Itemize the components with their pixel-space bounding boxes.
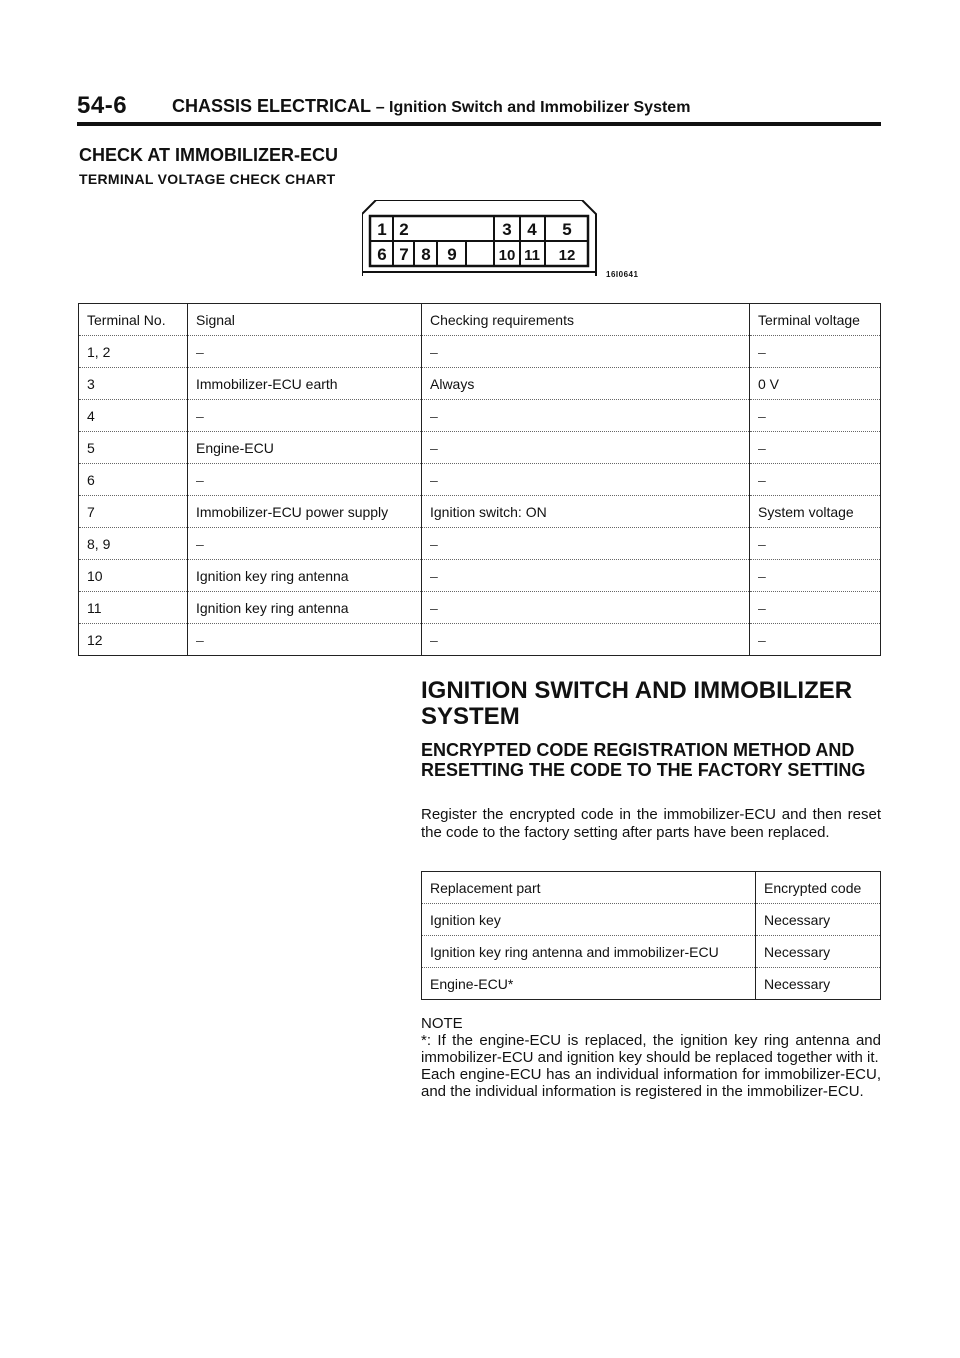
- column-header: Checking requirements: [422, 304, 750, 336]
- pin-label: 3: [502, 220, 512, 239]
- pin-label: 9: [447, 245, 457, 264]
- table-cell: –: [750, 592, 881, 624]
- table-cell: 12: [79, 624, 188, 656]
- table-cell: Engine-ECU: [188, 432, 422, 464]
- table-cell: Ignition key: [422, 904, 756, 936]
- table-header-row: [79, 304, 881, 336]
- pin-label: 11: [524, 247, 540, 264]
- table-cell: –: [188, 400, 422, 432]
- table-cell: –: [422, 528, 750, 560]
- table-row: [422, 968, 881, 1000]
- note-line: *: If the engine-ECU is replaced, the ignition key ring antenna and immobilizer-ECU and ignition key should be replaced together with it.: [421, 1032, 881, 1066]
- table-row: [79, 496, 881, 528]
- column-header: Terminal No.: [79, 304, 188, 336]
- table-cell: Engine-ECU*: [422, 968, 756, 1000]
- table-cell: –: [750, 336, 881, 368]
- table-row: [79, 528, 881, 560]
- pin-label: 1: [377, 220, 387, 239]
- pin-label: 12: [558, 247, 576, 264]
- table-cell: 8, 9: [79, 528, 188, 560]
- note-block: [421, 1015, 881, 1100]
- table-cell: –: [750, 624, 881, 656]
- table-cell: –: [422, 624, 750, 656]
- table-cell: Ignition switch: ON: [422, 496, 750, 528]
- table-cell: Ignition key ring antenna and immobilizer-ECU: [422, 936, 756, 968]
- column-header: Encrypted code: [756, 872, 881, 904]
- note-line: Each engine-ECU has an individual information for immobilizer-ECU, and the individual information is registered in the immobilizer-ECU.: [421, 1066, 881, 1100]
- table-cell: Always: [422, 368, 750, 400]
- table-cell: –: [188, 624, 422, 656]
- chart-heading: TERMINAL VOLTAGE CHECK CHART: [79, 171, 336, 187]
- pin-label: 5: [562, 220, 572, 239]
- table-row: [79, 432, 881, 464]
- table-cell: Necessary: [756, 936, 881, 968]
- table-cell: –: [750, 432, 881, 464]
- figure-id: 16I0641: [606, 270, 639, 279]
- table-cell: 4: [79, 400, 188, 432]
- pin-label: 7: [399, 245, 409, 264]
- section-name: CHASSIS ELECTRICAL: [172, 96, 371, 116]
- table-cell: Ignition key ring antenna: [188, 560, 422, 592]
- table-cell: 3: [79, 368, 188, 400]
- table-cell: 6: [79, 464, 188, 496]
- table-row: [79, 464, 881, 496]
- table-row: [422, 936, 881, 968]
- table-cell: –: [188, 528, 422, 560]
- subsection-name: – Ignition Switch and Immobilizer System: [375, 99, 691, 116]
- table-cell: 0 V: [750, 368, 881, 400]
- table-row: [79, 560, 881, 592]
- table-cell: 10: [79, 560, 188, 592]
- table-row: [79, 336, 881, 368]
- table-cell: Immobilizer-ECU earth: [188, 368, 422, 400]
- table-cell: Necessary: [756, 968, 881, 1000]
- table-cell: –: [422, 432, 750, 464]
- table-row: [79, 400, 881, 432]
- table-cell: –: [188, 464, 422, 496]
- pin-label: 6: [377, 245, 387, 264]
- replacement-table: [421, 871, 881, 1000]
- table-cell: Ignition key ring antenna: [188, 592, 422, 624]
- page-header: [77, 92, 881, 128]
- table-cell: –: [750, 560, 881, 592]
- table-cell: 5: [79, 432, 188, 464]
- table-cell: 11: [79, 592, 188, 624]
- table-cell: Immobilizer-ECU power supply: [188, 496, 422, 528]
- header-rule: [77, 122, 881, 126]
- table-cell: –: [750, 464, 881, 496]
- table-row: [422, 904, 881, 936]
- table-cell: Necessary: [756, 904, 881, 936]
- pin-label: 8: [421, 245, 431, 264]
- connector-diagram: [362, 200, 602, 276]
- pin-label: 4: [527, 220, 537, 239]
- table-header-row: [422, 872, 881, 904]
- table-cell: –: [750, 400, 881, 432]
- table-row: [79, 624, 881, 656]
- table-cell: –: [750, 528, 881, 560]
- column-header: Signal: [188, 304, 422, 336]
- section-title: [172, 96, 690, 117]
- table-cell: System voltage: [750, 496, 881, 528]
- table-row: [79, 592, 881, 624]
- table-cell: –: [422, 336, 750, 368]
- table-cell: –: [188, 336, 422, 368]
- table-cell: –: [422, 592, 750, 624]
- table-cell: –: [422, 560, 750, 592]
- pin-label: 10: [498, 247, 516, 264]
- check-heading: CHECK AT IMMOBILIZER-ECU: [79, 145, 338, 165]
- note-label: NOTE: [421, 1015, 463, 1032]
- method-title: ENCRYPTED CODE REGISTRATION METHOD AND RESETTING THE CODE TO THE FACTORY SETTING: [421, 740, 866, 780]
- column-header: Terminal voltage: [750, 304, 881, 336]
- table-cell: –: [422, 400, 750, 432]
- table-cell: 7: [79, 496, 188, 528]
- system-title: IGNITION SWITCH AND IMMOBILIZER SYSTEM: [421, 677, 853, 730]
- pin-label: 2: [399, 220, 409, 239]
- terminal-voltage-table: [78, 303, 881, 656]
- method-text: Register the encrypted code in the immobilizer-ECU and then reset the code to the factory setting after parts have been replaced.: [421, 806, 881, 841]
- page-number: 54-6: [77, 92, 128, 119]
- table-row: [79, 368, 881, 400]
- table-cell: –: [422, 464, 750, 496]
- table-cell: 1, 2: [79, 336, 188, 368]
- column-header: Replacement part: [422, 872, 756, 904]
